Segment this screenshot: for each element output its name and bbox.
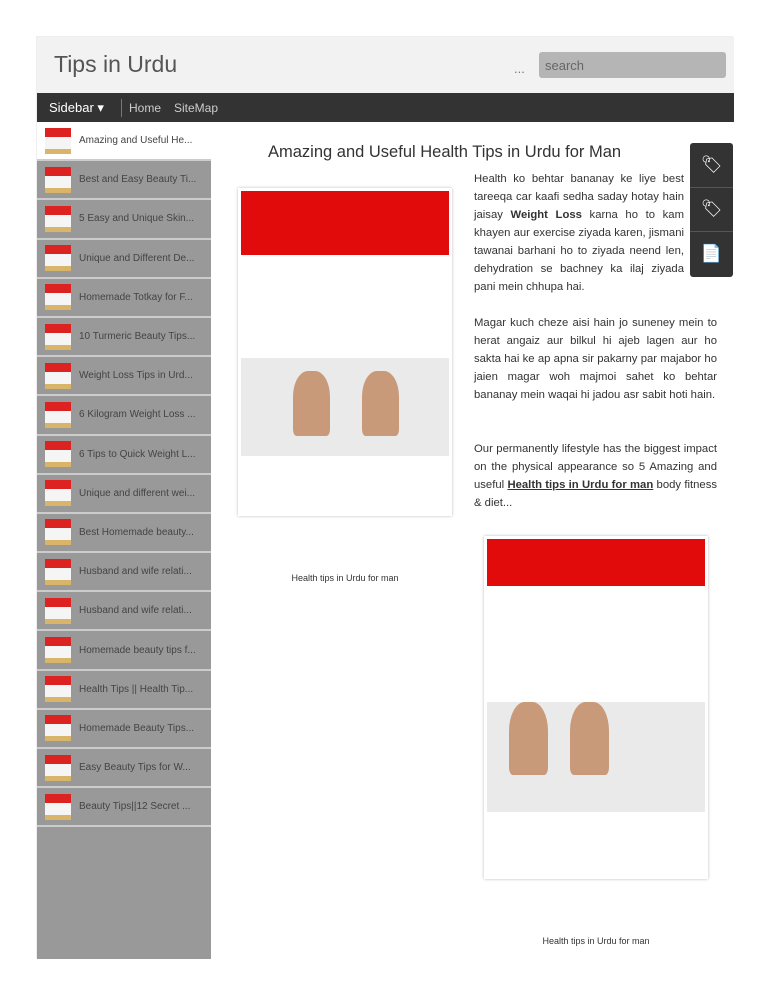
page bbox=[36, 36, 733, 958]
post-thumbnail bbox=[45, 206, 71, 232]
post-thumbnail bbox=[45, 128, 71, 154]
post-thumbnail bbox=[45, 480, 71, 506]
post-thumbnail bbox=[45, 519, 71, 545]
sidebar-post-item[interactable] bbox=[37, 592, 211, 631]
sidebar-item-label: Unique and different wei... bbox=[79, 487, 196, 499]
bold-text: Weight Loss bbox=[510, 209, 582, 221]
sidebar-item-label: 6 Tips to Quick Weight L... bbox=[79, 448, 196, 460]
sidebar-post-item[interactable] bbox=[37, 357, 211, 396]
sidebar-post-item[interactable] bbox=[37, 161, 211, 200]
sidebar-post-item[interactable] bbox=[37, 671, 211, 710]
post-thumbnail bbox=[45, 598, 71, 624]
post-thumbnail bbox=[45, 284, 71, 310]
sidebar-post-item[interactable] bbox=[37, 749, 211, 788]
sidebar-post-item[interactable] bbox=[37, 122, 211, 161]
search-input[interactable] bbox=[539, 52, 726, 78]
site-title[interactable]: Tips in Urdu bbox=[54, 51, 178, 77]
sidebar-item-label: Unique and Different De... bbox=[79, 252, 195, 264]
post-image[interactable] bbox=[238, 188, 452, 516]
sidebar-item-label: 6 Kilogram Weight Loss ... bbox=[79, 409, 196, 421]
post-thumbnail bbox=[45, 324, 71, 350]
sidebar-item-label: Weight Loss Tips in Urd... bbox=[79, 370, 193, 382]
sidebar-post-item[interactable] bbox=[37, 514, 211, 553]
text: Our permanently lifestyle has the biggest impact on the physical appearance so 5 Amazing and useful bbox=[474, 443, 717, 491]
sidebar-item-label: Beauty Tips||12 Secret ... bbox=[79, 801, 191, 813]
sidebar-item-label: Easy Beauty Tips for W... bbox=[79, 762, 191, 774]
health-tips-link[interactable]: Health tips in Urdu for man bbox=[507, 479, 654, 491]
more-button[interactable]: ... bbox=[514, 61, 525, 76]
post-body bbox=[474, 170, 717, 530]
sidebar-post-item[interactable] bbox=[37, 279, 211, 318]
bookmark-star-icon[interactable]: 📄 bbox=[700, 244, 723, 264]
sidebar-item-label: Homemade Beauty Tips... bbox=[79, 722, 195, 734]
divider bbox=[121, 99, 122, 117]
tag-icon[interactable]: 🏷 bbox=[690, 143, 733, 188]
image-caption: Health tips in Urdu for man bbox=[291, 573, 399, 583]
nav-bar bbox=[37, 93, 734, 122]
main-content bbox=[211, 122, 734, 959]
image-caption-2: Health tips in Urdu for man bbox=[542, 936, 650, 946]
sidebar-post-item[interactable] bbox=[37, 318, 211, 357]
tag-icon[interactable]: 🏷 bbox=[690, 188, 733, 233]
sidebar-post-item[interactable] bbox=[37, 788, 211, 827]
sidebar-post-item[interactable] bbox=[37, 240, 211, 279]
sidebar-post-item[interactable] bbox=[37, 200, 211, 239]
text: body fitness & diet... bbox=[474, 479, 717, 509]
text: karna ho to kam khayen aur exercise ziyada karen, jismani tawanai barhani ho to ziyada neend len, dehydration se bachney ka ilaj ziyada pani mein chhupa hai. bbox=[474, 209, 684, 293]
post-thumbnail bbox=[45, 559, 71, 585]
post-thumbnail bbox=[45, 441, 71, 467]
nav-home[interactable]: Home bbox=[129, 101, 162, 115]
post-image-2[interactable] bbox=[484, 536, 708, 879]
paragraph: Magar kuch cheze aisi hain jo suneney mein to herat angaiz aur bilkul hi ajeb lagen aur ho sakta hai ke ap apna sir pakarny par majabor ho jaien magar woh majmoi sahet ko behtar bananay mein waqai hi jadou asr sabit hoti hain. bbox=[474, 317, 717, 401]
sidebar-post-item[interactable] bbox=[37, 710, 211, 749]
post-thumbnail bbox=[45, 715, 71, 741]
sidebar-post-item[interactable] bbox=[37, 553, 211, 592]
sidebar-toggle[interactable]: Sidebar ▾ bbox=[49, 100, 104, 115]
post-title: Amazing and Useful Health Tips in Urdu for Man bbox=[268, 143, 622, 161]
sidebar-item-label: Husband and wife relati... bbox=[79, 605, 192, 617]
header bbox=[37, 37, 734, 93]
nav-sitemap[interactable]: SiteMap bbox=[174, 101, 219, 115]
post-thumbnail bbox=[45, 794, 71, 820]
post-thumbnail bbox=[45, 676, 71, 702]
sidebar-post-item[interactable] bbox=[37, 436, 211, 475]
post-thumbnail bbox=[45, 637, 71, 663]
sidebar-post-item[interactable] bbox=[37, 475, 211, 514]
text: Health ko behtar bananay ke liye best tareeqa car kaafi sedha saday hotay hain jaisay bbox=[474, 173, 684, 221]
sidebar-post-item[interactable] bbox=[37, 396, 211, 435]
sidebar-item-label: Husband and wife relati... bbox=[79, 566, 192, 578]
floating-actions bbox=[690, 143, 733, 277]
sidebar-item-label: Health Tips || Health Tip... bbox=[79, 683, 194, 695]
sidebar-item-label: 10 Turmeric Beauty Tips... bbox=[79, 331, 196, 343]
post-thumbnail bbox=[45, 402, 71, 428]
sidebar-item-label: Amazing and Useful He... bbox=[79, 135, 193, 147]
sidebar-item-label: 5 Easy and Unique Skin... bbox=[79, 213, 195, 225]
post-thumbnail bbox=[45, 755, 71, 781]
post-thumbnail bbox=[45, 167, 71, 193]
sidebar bbox=[37, 122, 211, 959]
sidebar-item-label: Best Homemade beauty... bbox=[79, 526, 194, 538]
sidebar-item-label: Homemade beauty tips f... bbox=[79, 644, 196, 656]
post-thumbnail bbox=[45, 245, 71, 271]
sidebar-post-item[interactable] bbox=[37, 631, 211, 670]
sidebar-item-label: Best and Easy Beauty Ti... bbox=[79, 174, 197, 186]
sidebar-item-label: Homemade Totkay for F... bbox=[79, 291, 193, 303]
post-thumbnail bbox=[45, 363, 71, 389]
